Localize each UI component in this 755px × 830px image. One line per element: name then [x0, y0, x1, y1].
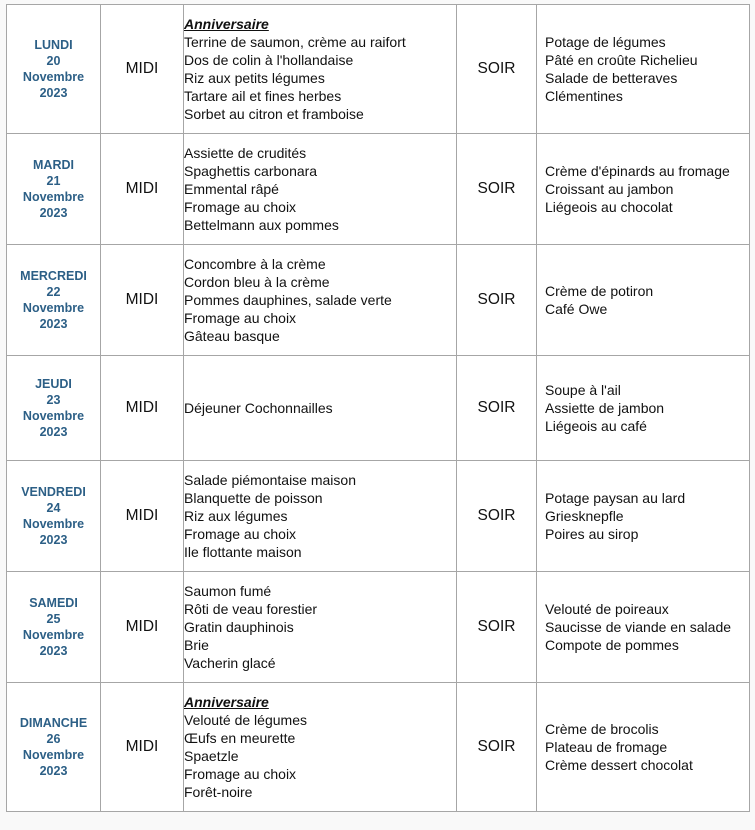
lunch-item: Forêt-noire	[184, 784, 253, 800]
lunch-item: Velouté de légumes	[184, 712, 307, 728]
dinner-item: Croissant au jambon	[545, 181, 674, 197]
lunch-item: Déjeuner Cochonnailles	[184, 400, 333, 416]
lunch-item: Riz aux légumes	[184, 508, 288, 524]
dinner-menu	[537, 356, 750, 461]
day-name: LUNDI	[34, 38, 73, 52]
dinner-item: Velouté de poireaux	[545, 601, 669, 617]
lunch-menu	[184, 245, 457, 356]
day-year: 2023	[39, 86, 68, 100]
day-cell	[7, 245, 101, 356]
midi-label: MIDI	[101, 683, 184, 812]
midi-label: MIDI	[101, 356, 184, 461]
lunch-menu	[184, 356, 457, 461]
lunch-menu	[184, 683, 457, 812]
dinner-item: Salade de betteraves	[545, 70, 678, 86]
lunch-item: Gâteau basque	[184, 328, 280, 344]
day-year: 2023	[39, 206, 68, 220]
dinner-menu	[537, 461, 750, 572]
soir-label: SOIR	[457, 461, 537, 572]
day-date: 21	[46, 174, 61, 188]
day-cell	[7, 683, 101, 812]
lunch-item: Fromage au choix	[184, 199, 297, 215]
dinner-menu	[537, 245, 750, 356]
day-month: Novembre	[22, 70, 85, 84]
day-name: VENDREDI	[21, 485, 86, 499]
lunch-item: Fromage au choix	[184, 766, 297, 782]
day-cell	[7, 5, 101, 134]
lunch-item: Terrine de saumon, crème au raifort	[184, 34, 406, 50]
dinner-item: Crème de potiron	[545, 283, 654, 299]
lunch-item: Concombre à la crème	[184, 256, 326, 272]
dinner-item: Plateau de fromage	[545, 739, 668, 755]
day-date: 20	[46, 54, 61, 68]
lunch-special-note: Anniversaire	[184, 16, 269, 32]
day-name: MERCREDI	[20, 269, 87, 283]
soir-label: SOIR	[457, 5, 537, 134]
day-cell	[7, 134, 101, 245]
dinner-menu	[537, 134, 750, 245]
midi-label: MIDI	[101, 572, 184, 683]
dinner-item: Assiette de jambon	[545, 400, 665, 416]
lunch-item: Rôti de veau forestier	[184, 601, 318, 617]
lunch-item: Œufs en meurette	[184, 730, 296, 746]
lunch-special-note: Anniversaire	[184, 694, 269, 710]
day-month: Novembre	[22, 517, 85, 531]
day-date: 25	[46, 612, 61, 626]
lunch-item: Spaetzle	[184, 748, 239, 764]
day-date: 26	[46, 732, 61, 746]
soir-label: SOIR	[457, 134, 537, 245]
day-date: 24	[46, 501, 61, 515]
soir-label: SOIR	[457, 683, 537, 812]
dinner-item: Café Owe	[545, 301, 608, 317]
day-date: 23	[46, 393, 61, 407]
day-cell	[7, 572, 101, 683]
weekly-menu-table	[6, 4, 750, 812]
lunch-item: Vacherin glacé	[184, 655, 276, 671]
dinner-item: Potage paysan au lard	[545, 490, 686, 506]
dinner-menu	[537, 683, 750, 812]
day-month: Novembre	[22, 301, 85, 315]
dinner-item: Liégeois au chocolat	[545, 199, 673, 215]
lunch-item: Fromage au choix	[184, 310, 297, 326]
lunch-item: Cordon bleu à la crème	[184, 274, 330, 290]
day-name: DIMANCHE	[19, 716, 88, 730]
lunch-item: Bettelmann aux pommes	[184, 217, 339, 233]
midi-label: MIDI	[101, 245, 184, 356]
soir-label: SOIR	[457, 245, 537, 356]
lunch-item: Emmental râpé	[184, 181, 279, 197]
day-year: 2023	[39, 533, 68, 547]
dinner-item: Crème d'épinards au fromage	[545, 163, 730, 179]
lunch-item: Fromage au choix	[184, 526, 297, 542]
lunch-menu	[184, 5, 457, 134]
day-row	[7, 356, 750, 461]
day-date: 22	[46, 285, 61, 299]
dinner-item: Griesknepfle	[545, 508, 624, 524]
day-row	[7, 461, 750, 572]
lunch-item: Brie	[184, 637, 209, 653]
day-month: Novembre	[22, 748, 85, 762]
lunch-item: Spaghettis carbonara	[184, 163, 318, 179]
lunch-menu	[184, 134, 457, 245]
midi-label: MIDI	[101, 461, 184, 572]
lunch-item: Ile flottante maison	[184, 544, 302, 560]
dinner-item: Crème de brocolis	[545, 721, 659, 737]
day-name: SAMEDI	[29, 596, 78, 610]
midi-label: MIDI	[101, 134, 184, 245]
day-row	[7, 683, 750, 812]
lunch-item: Riz aux petits légumes	[184, 70, 325, 86]
day-year: 2023	[39, 644, 68, 658]
lunch-item: Assiette de crudités	[184, 145, 307, 161]
lunch-menu	[184, 461, 457, 572]
lunch-item: Saumon fumé	[184, 583, 272, 599]
dinner-item: Liégeois au café	[545, 418, 647, 434]
lunch-item: Tartare ail et fines herbes	[184, 88, 342, 104]
dinner-item: Soupe à l'ail	[545, 382, 621, 398]
day-month: Novembre	[22, 409, 85, 423]
day-name: MARDI	[33, 158, 74, 172]
day-name: JEUDI	[35, 377, 72, 391]
day-cell	[7, 356, 101, 461]
day-row	[7, 245, 750, 356]
dinner-menu	[537, 5, 750, 134]
midi-label: MIDI	[101, 5, 184, 134]
lunch-item: Sorbet au citron et framboise	[184, 106, 364, 122]
lunch-menu	[184, 572, 457, 683]
soir-label: SOIR	[457, 356, 537, 461]
day-year: 2023	[39, 425, 68, 439]
day-row	[7, 5, 750, 134]
day-month: Novembre	[22, 190, 85, 204]
lunch-item: Dos de colin à l'hollandaise	[184, 52, 354, 68]
day-year: 2023	[39, 317, 68, 331]
lunch-item: Blanquette de poisson	[184, 490, 323, 506]
day-month: Novembre	[22, 628, 85, 642]
day-year: 2023	[39, 764, 68, 778]
lunch-item: Pommes dauphines, salade verte	[184, 292, 392, 308]
soir-label: SOIR	[457, 572, 537, 683]
dinner-item: Pâté en croûte Richelieu	[545, 52, 698, 68]
day-row	[7, 134, 750, 245]
dinner-item: Potage de légumes	[545, 34, 666, 50]
lunch-item: Gratin dauphinois	[184, 619, 294, 635]
day-row	[7, 572, 750, 683]
dinner-menu	[537, 572, 750, 683]
dinner-item: Poires au sirop	[545, 526, 639, 542]
day-cell	[7, 461, 101, 572]
dinner-item: Compote de pommes	[545, 637, 679, 653]
dinner-item: Saucisse de viande en salade	[545, 619, 732, 635]
lunch-item: Salade piémontaise maison	[184, 472, 356, 488]
dinner-item: Clémentines	[545, 88, 623, 104]
dinner-item: Crème dessert chocolat	[545, 757, 693, 773]
